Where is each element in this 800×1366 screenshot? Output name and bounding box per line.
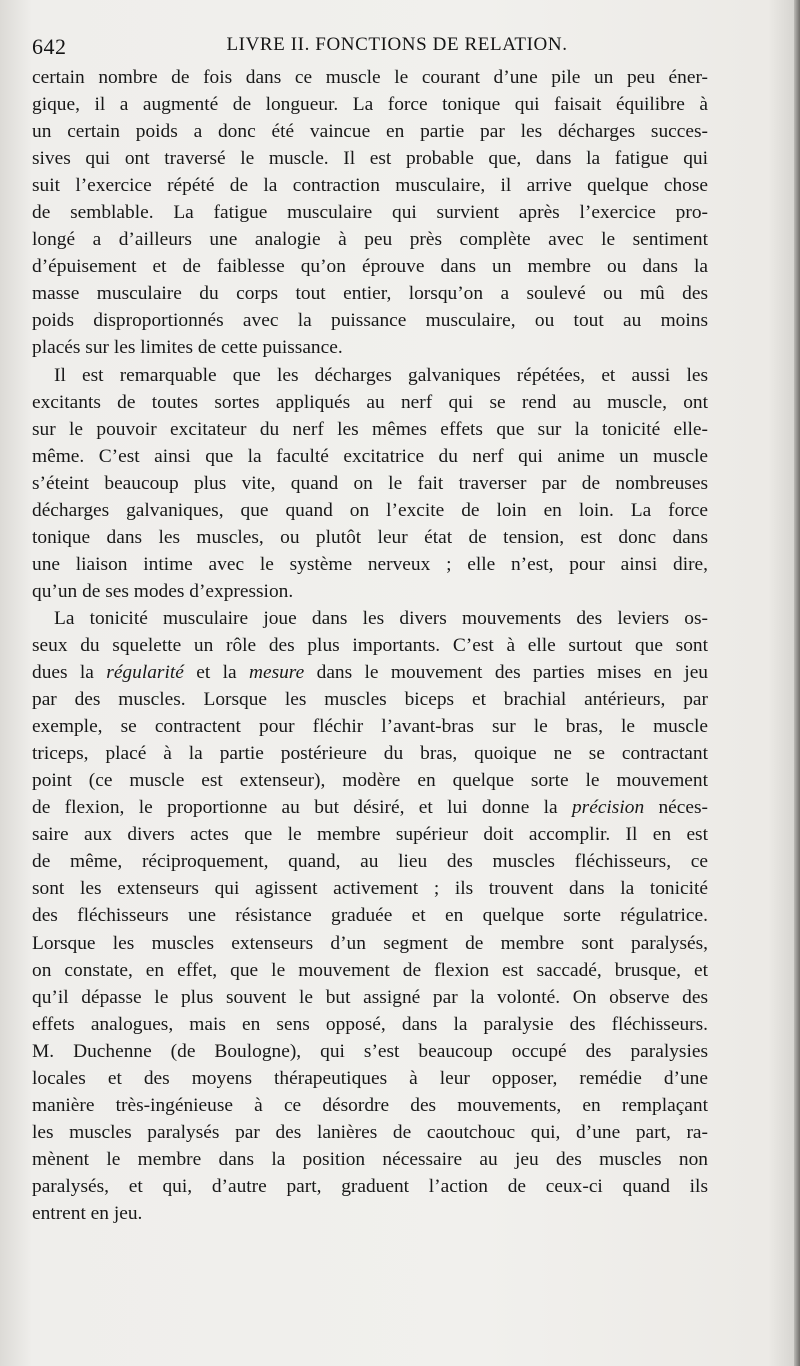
- page-edge-shadow: [794, 0, 800, 1366]
- text-line: qu’un de ses modes d’expression.: [32, 580, 294, 602]
- text-line: point (ce muscle est extenseur), modère en quelque sorte le mouvement: [32, 770, 708, 792]
- text-line: La tonicité musculaire joue dans les divers mouvements des leviers os-: [54, 607, 708, 629]
- text-line: suit l’exercice répété de la contraction musculaire, il arrive quelque chose: [32, 175, 708, 197]
- body-text: [32, 64, 708, 1227]
- text-line: sont les extenseurs qui agissent activement ; ils trouvent dans la tonicité: [32, 878, 708, 900]
- text-line: qu’il dépasse le plus souvent le but assigné par la volonté. On observe des: [32, 986, 708, 1008]
- text-line: longé a d’ailleurs une analogie à peu près complète avec le sentiment: [32, 229, 708, 251]
- paragraph: [32, 362, 708, 605]
- paragraph: [32, 605, 708, 1227]
- text-line: Il est remarquable que les décharges galvaniques répétées, et aussi les: [54, 364, 708, 386]
- page-number: 642: [32, 34, 67, 59]
- text-line: certain nombre de fois dans ce muscle le courant d’une pile un peu éner-: [32, 67, 708, 88]
- text-line: sur le pouvoir excitateur du nerf les mêmes effets que sur la tonicité elle-: [32, 418, 708, 440]
- text-line: entrent en jeu.: [32, 1202, 143, 1224]
- text-line: effets analogues, mais en sens opposé, dans la paralysie des fléchisseurs.: [32, 1013, 708, 1035]
- text-line: manière très-ingénieuse à ce désordre des mouvements, en remplaçant: [32, 1094, 708, 1116]
- text-line: un certain poids a donc été vaincue en partie par les décharges succes-: [32, 121, 708, 143]
- text-line: poids disproportionnés avec la puissance musculaire, ou tout au moins: [32, 310, 708, 332]
- running-head: LIVRE II. FONCTIONS DE RELATION.: [226, 34, 568, 55]
- text-line: sives qui ont traversé le muscle. Il est probable que, dans la fatigue qui: [32, 148, 708, 170]
- text-line: triceps, placé à la partie postérieure du bras, quoique ne se contractant: [32, 743, 708, 765]
- text-line: exemple, se contractent pour fléchir l’avant-bras sur le bras, le muscle: [32, 716, 708, 738]
- text-line: d’épuisement et de faiblesse qu’on éprouve dans un membre ou dans la: [32, 256, 708, 278]
- text-line: seux du squelette un rôle des plus importants. C’est à elle surtout que sont: [32, 634, 708, 656]
- text-line: de semblable. La fatigue musculaire qui survient après l’exercice pro-: [32, 202, 708, 224]
- text-line: décharges galvaniques, que quand on l’excite de loin en loin. La force: [32, 499, 708, 521]
- text-line: gique, il a augmenté de longueur. La force tonique qui faisait équilibre à: [32, 94, 708, 116]
- page-header: [32, 30, 742, 64]
- text-line: par des muscles. Lorsque les muscles biceps et brachial antérieurs, par: [32, 689, 708, 711]
- text-line: paralysés, et qui, d’autre part, graduent l’action de ceux-ci quand ils: [32, 1175, 708, 1197]
- text-line: M. Duchenne (de Boulogne), qui s’est beaucoup occupé des paralysies: [32, 1040, 708, 1062]
- text-line: excitants de toutes sortes appliqués au nerf qui se rend au muscle, ont: [32, 391, 708, 413]
- text-line: une liaison intime avec le système nerveux ; elle n’est, pour ainsi dire,: [32, 553, 708, 575]
- text-line: même. C’est ainsi que la faculté excitatrice du nerf qui anime un muscle: [32, 445, 708, 467]
- text-line: des fléchisseurs une résistance graduée et en quelque sorte régulatrice.: [32, 905, 708, 927]
- text-line: Lorsque les muscles extenseurs d’un segment de membre sont paralysés,: [32, 932, 708, 954]
- text-line: on constate, en effet, que le mouvement de flexion est saccadé, brusque, et: [32, 959, 708, 981]
- text-line: mènent le membre dans la position nécessaire au jeu des muscles non: [32, 1148, 708, 1170]
- text-line: placés sur les limites de cette puissance.: [32, 337, 343, 359]
- text-line: saire aux divers actes que le membre supérieur doit accomplir. Il en est: [32, 824, 708, 846]
- text-line: les muscles paralysés par des lanières de caoutchouc qui, d’une part, ra-: [32, 1121, 708, 1143]
- text-line: masse musculaire du corps tout entier, lorsqu’on a soulevé ou mû des: [32, 283, 708, 305]
- paragraph: [32, 64, 708, 362]
- text-line: de même, réciproquement, quand, au lieu des muscles fléchisseurs, ce: [32, 851, 708, 873]
- text-line: dues la régularité et la mesure dans le mouvement des parties mises en jeu: [32, 662, 709, 684]
- text-line: s’éteint beaucoup plus vite, quand on le fait traverser par de nombreuses: [32, 472, 708, 494]
- text-line: tonique dans les muscles, ou plutôt leur état de tension, est donc dans: [32, 526, 708, 548]
- text-line: de flexion, le proportionne au but désiré, et lui donne la précision néces-: [32, 797, 708, 819]
- text-line: locales et des moyens thérapeutiques à leur opposer, remédie d’une: [32, 1067, 708, 1089]
